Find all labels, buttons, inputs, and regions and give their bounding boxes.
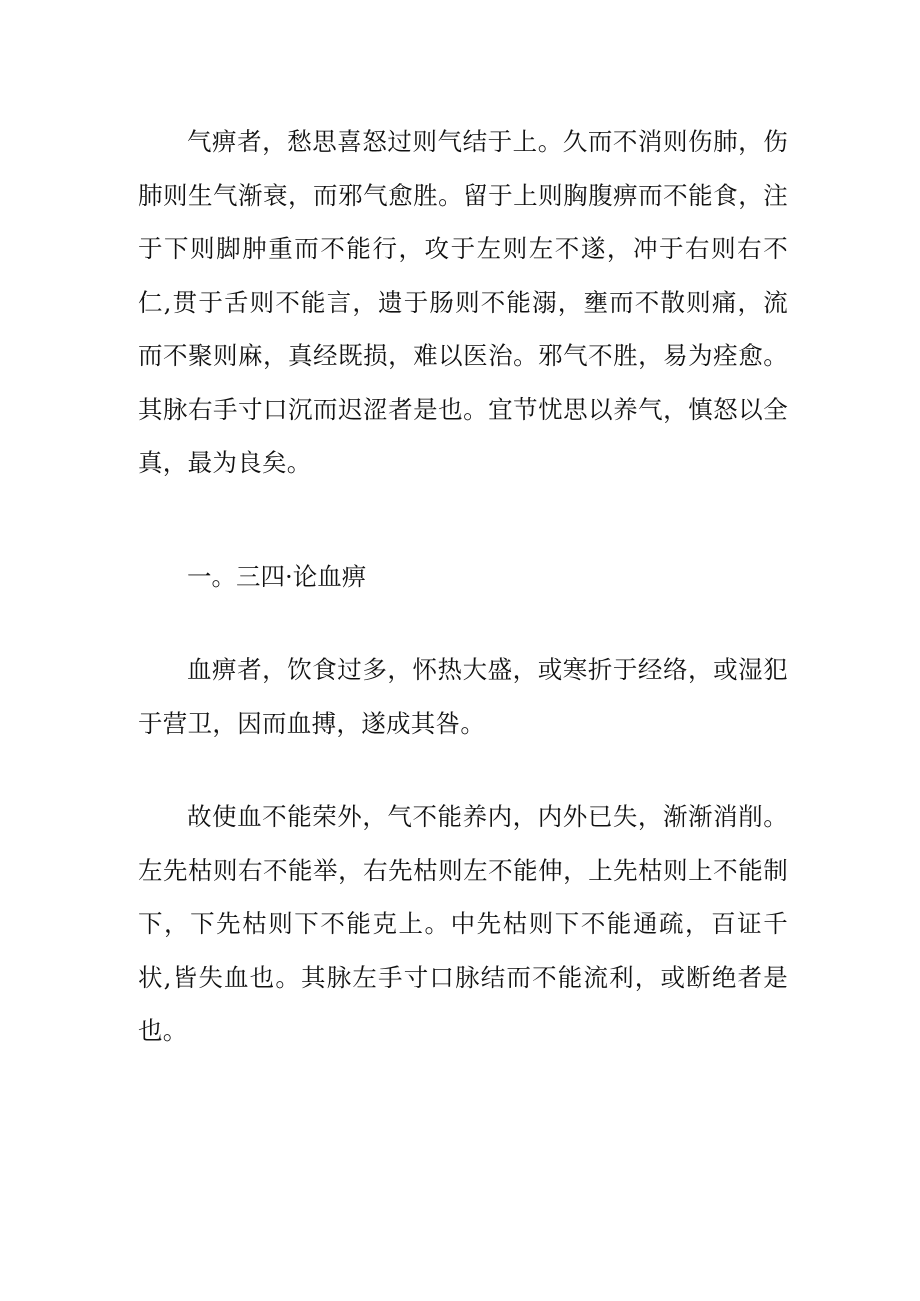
paragraph-qi-bi: 气痹者，愁思喜怒过则气结于上。久而不消则伤肺，伤肺则生气渐衰，而邪气愈胜。留于上则胸腹痹而不能食，注于下则脚肿重而不能行，攻于左则左不遂，冲于右则右不仁,贯于舌则不能言，遗于肠则不能溺，壅而不散则痛，流而不聚则麻，真经既损，难以医治。邪气不胜，易为痊愈。其脉右手寸口沉而迟涩者是也。宜节忧思以养气，慎怒以全真，最为良矣。: [138, 127, 788, 477]
paragraph-xue-bi: 血痹者，饮食过多，怀热大盛，或寒折于经络，或湿犯于营卫，因而血搏，遂成其咎。: [138, 655, 788, 738]
paragraph-xue-bi-continued: 故使血不能荣外，气不能养内，内外已失，渐渐消削。左先枯则右不能举，右先枯则左不能伸，上先枯则上不能制下，下先枯则下不能克上。中先枯则下不能通疏，百证千状,皆失血也。其脉左手寸口脉结而不能流利，或断绝者是也。: [138, 802, 788, 1045]
section-heading: 一。三四·论血痹: [187, 562, 367, 591]
